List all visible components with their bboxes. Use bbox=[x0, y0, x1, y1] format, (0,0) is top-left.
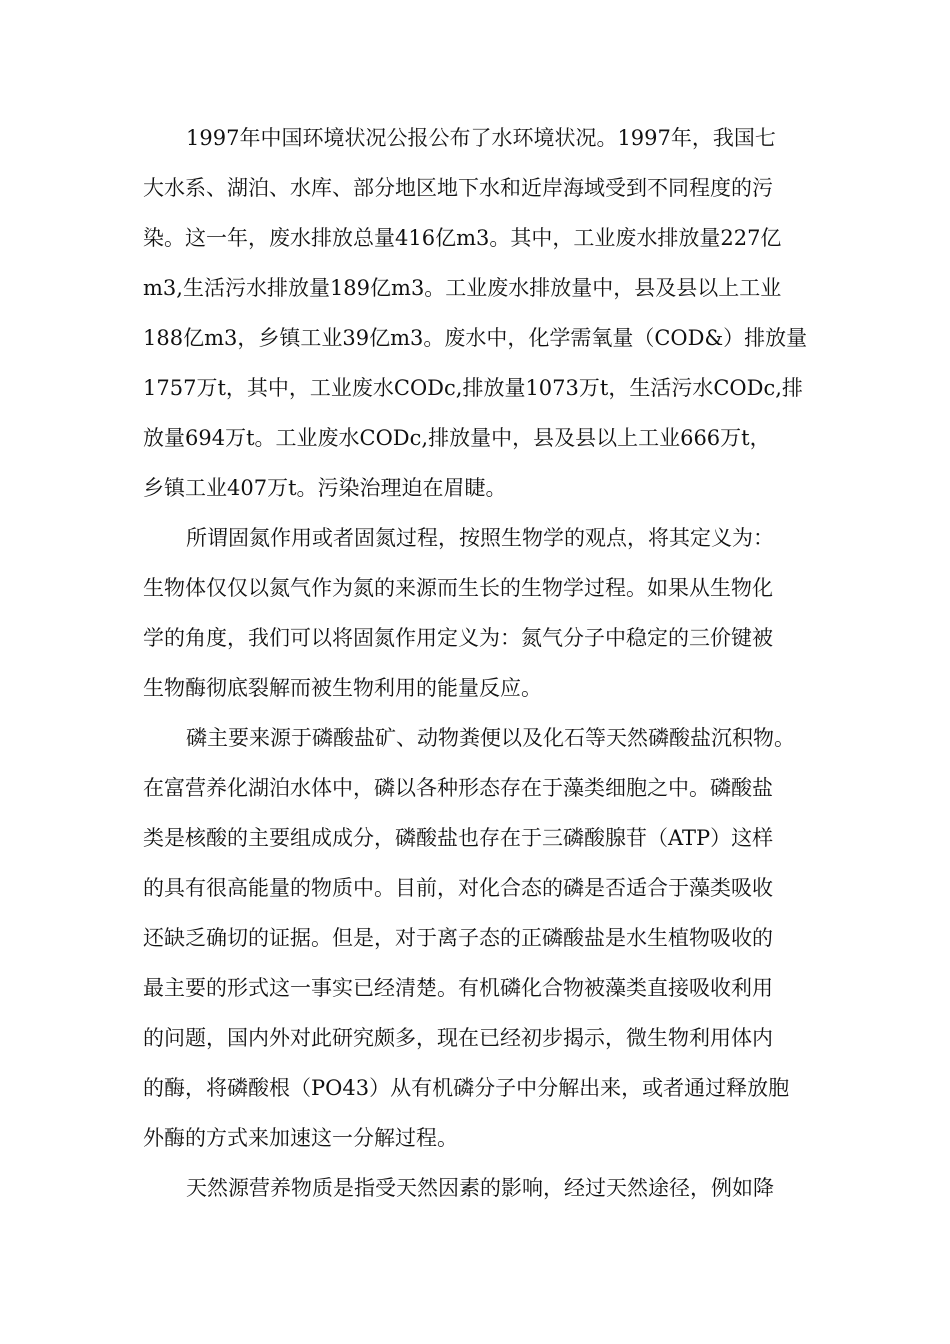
text-line: 在富营养化湖泊水体中，磷以各种形态存在于藻类细胞之中。磷酸盐 bbox=[143, 776, 773, 800]
text-line: 1997年中国环境状况公报公布了水环境状况。1997年，我国七 bbox=[186, 126, 776, 150]
text-line: 的酶，将磷酸根（PO43）从有机磷分子中分解出来，或者通过释放胞 bbox=[143, 1076, 790, 1100]
text-line: 染。这一年，废水排放总量416亿m3。其中，工业废水排放量227亿 bbox=[143, 226, 782, 250]
text-line: 的问题，国内外对此研究颇多，现在已经初步揭示，微生物利用体内 bbox=[143, 1026, 773, 1050]
text-line: m3,生活污水排放量189亿m3。工业废水排放量中，县及县以上工业 bbox=[143, 276, 782, 300]
text-line: 生物体仅仅以氮气作为氮的来源而生长的生物学过程。如果从生物化 bbox=[143, 576, 773, 600]
text-line: 外酶的方式来加速这一分解过程。 bbox=[143, 1126, 458, 1150]
text-line: 生物酶彻底裂解而被生物利用的能量反应。 bbox=[143, 676, 542, 700]
text-line: 1757万t，其中，工业废水CODc,排放量1073万t，生活污水CODc,排 bbox=[143, 376, 803, 400]
text-line: 的具有很高能量的物质中。目前，对化合态的磷是否适合于藻类吸收 bbox=[143, 876, 773, 900]
text-line: 放量694万t。工业废水CODc,排放量中，县及县以上工业666万t， bbox=[143, 426, 771, 450]
text-line: 大水系、湖泊、水库、部分地区地下水和近岸海域受到不同程度的污 bbox=[143, 176, 773, 200]
text-line: 天然源营养物质是指受天然因素的影响，经过天然途径，例如降 bbox=[186, 1176, 774, 1200]
text-line: 磷主要来源于磷酸盐矿、动物粪便以及化石等天然磷酸盐沉积物。 bbox=[186, 726, 795, 750]
text-line: 类是核酸的主要组成成分，磷酸盐也存在于三磷酸腺苷（ATP）这样 bbox=[143, 826, 774, 850]
text-line: 最主要的形式这一事实已经清楚。有机磷化合物被藻类直接吸收利用 bbox=[143, 976, 773, 1000]
text-line: 乡镇工业407万t。污染治理迫在眉睫。 bbox=[143, 476, 507, 500]
text-line: 还缺乏确切的证据。但是，对于离子态的正磷酸盐是水生植物吸收的 bbox=[143, 926, 773, 950]
text-line: 所谓固氮作用或者固氮过程，按照生物学的观点，将其定义为： bbox=[186, 526, 774, 550]
text-line: 188亿m3，乡镇工业39亿m3。废水中，化学需氧量（COD&）排放量 bbox=[143, 326, 808, 350]
text-line: 学的角度，我们可以将固氮作用定义为：氮气分子中稳定的三价键被 bbox=[143, 626, 773, 650]
